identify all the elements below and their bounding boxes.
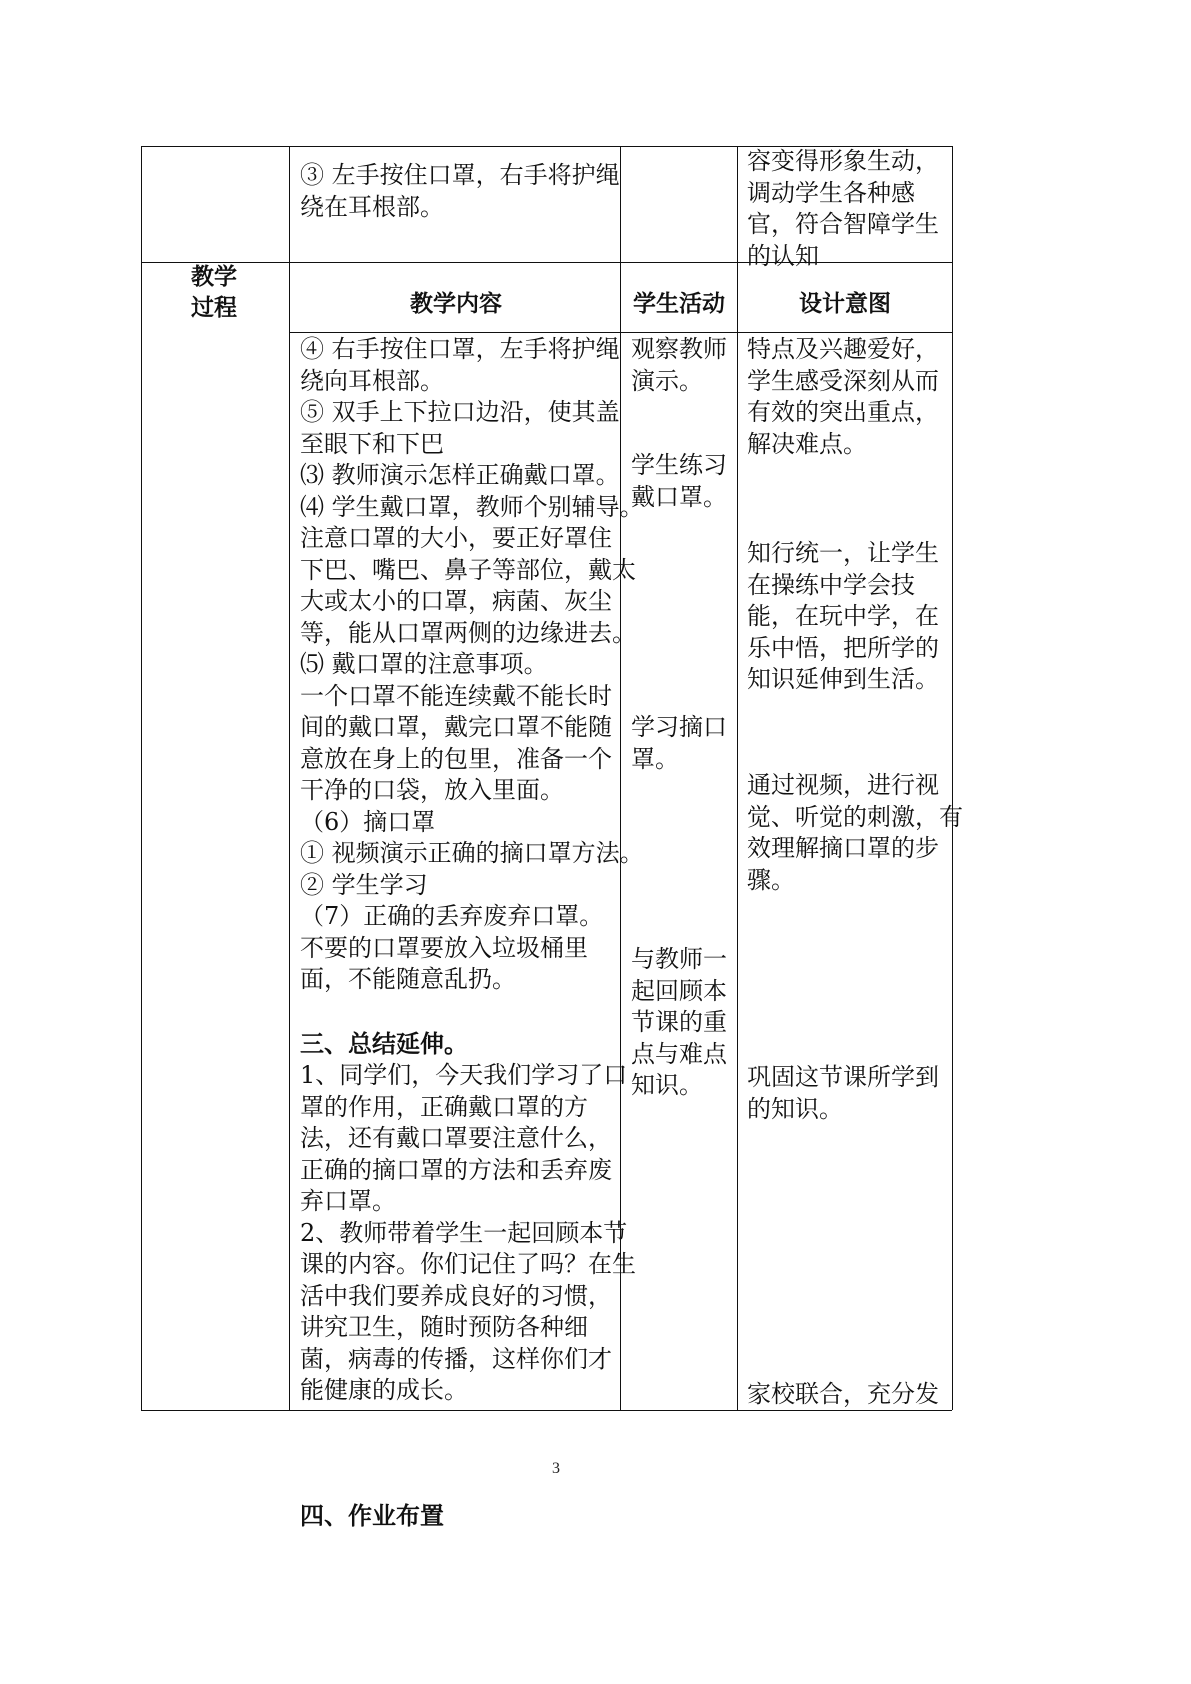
student-activity-observe bbox=[631, 334, 727, 397]
design-intent-2 bbox=[747, 538, 939, 696]
text-line: 1、同学们，今天我们学习了口 bbox=[300, 1061, 628, 1089]
design-intent-1 bbox=[747, 334, 939, 460]
text-line: 法，还有戴口罩要注意什么， bbox=[300, 1124, 612, 1152]
text-line: 觉、听觉的刺激，有 bbox=[747, 802, 963, 831]
student-activity-practice bbox=[631, 450, 727, 513]
text-line: 点与难点 bbox=[631, 1039, 727, 1068]
blank-line bbox=[300, 1407, 644, 1439]
text-line: 的知识。 bbox=[747, 1094, 843, 1123]
text-line: 间的戴口罩，戴完口罩不能随 bbox=[300, 713, 612, 741]
text-line: 注意口罩的大小，要正好罩住 bbox=[300, 524, 612, 552]
design-intent-5 bbox=[747, 1379, 939, 1411]
text-line: 知识延伸到生活。 bbox=[747, 665, 939, 693]
text-line: 知行统一，让学生 bbox=[747, 539, 939, 567]
text-line: 家校联合，充分发 bbox=[747, 1380, 939, 1408]
text-line: 弃口罩。 bbox=[300, 1187, 396, 1215]
text-line: 罩。 bbox=[631, 744, 679, 773]
text-line: 观察教师 bbox=[631, 335, 727, 363]
text-line: ⑷ 学生戴口罩，教师个别辅导。 bbox=[300, 492, 644, 521]
blank-line bbox=[300, 996, 644, 1029]
text-line: 一个口罩不能连续戴不能长时 bbox=[300, 681, 612, 710]
text-line: ③ 左手按住口罩，右手将护绳 bbox=[300, 161, 620, 189]
text-line: ① 视频演示正确的摘口罩方法。 bbox=[300, 839, 644, 867]
text-line: 活中我们要养成良好的习惯， bbox=[300, 1281, 612, 1310]
text-line: 学生感受深刻从而 bbox=[747, 366, 939, 395]
col-divider-3 bbox=[737, 146, 738, 1410]
text-line: 不要的口罩要放入垃圾桶里 bbox=[300, 933, 588, 962]
table-left-border bbox=[141, 146, 142, 1410]
text-line: 绕在耳根部。 bbox=[300, 192, 444, 221]
top-row-intent bbox=[747, 146, 939, 272]
text-line: 骤。 bbox=[747, 865, 795, 894]
column-header-activity: 学生活动 bbox=[633, 291, 725, 317]
text-line: 效理解摘口罩的步 bbox=[747, 834, 939, 862]
text-line: 至眼下和下巴 bbox=[300, 429, 444, 458]
text-line: 在操练中学会技 bbox=[747, 570, 915, 599]
text-line: 学习摘口 bbox=[631, 713, 727, 741]
text-line: 大或太小的口罩，病菌、灰尘 bbox=[300, 587, 612, 615]
text-line: 起回顾本 bbox=[631, 976, 727, 1005]
text-line: 绕向耳根部。 bbox=[300, 366, 444, 395]
section-label-line-1: 教学 bbox=[191, 264, 237, 290]
student-activity-review bbox=[631, 944, 727, 1102]
text-line: 乐中悟，把所学的 bbox=[747, 633, 939, 662]
text-line: ② 学生学习 bbox=[300, 870, 428, 899]
section-heading: 三、总结延伸。 bbox=[300, 1029, 468, 1058]
text-line: ⑤ 双手上下拉口边沿，使其盖 bbox=[300, 398, 620, 426]
text-line: 知识。 bbox=[631, 1071, 703, 1099]
text-line: ④ 右手按住口罩，左手将护绳 bbox=[300, 335, 620, 363]
text-line: 巩固这节课所学到 bbox=[747, 1063, 939, 1091]
text-line: （7）正确的丢弃废弃口罩。 bbox=[300, 902, 604, 930]
text-line: 戴口罩。 bbox=[631, 482, 727, 511]
teaching-content bbox=[300, 334, 644, 1533]
text-line: 等，能从口罩两侧的边缘进去。 bbox=[300, 618, 636, 647]
text-line: 的认知 bbox=[747, 241, 819, 270]
text-line: ⑶ 教师演示怎样正确戴口罩。 bbox=[300, 461, 620, 489]
text-line: 特点及兴趣爱好， bbox=[747, 335, 939, 363]
text-line: 面，不能随意乱扔。 bbox=[300, 965, 516, 993]
text-line: 与教师一 bbox=[631, 945, 727, 973]
text-line: 菌，病毒的传播，这样你们才 bbox=[300, 1344, 612, 1373]
blank-line bbox=[300, 1438, 644, 1470]
column-header-intent: 设计意图 bbox=[799, 291, 891, 317]
text-line: 调动学生各种感 bbox=[747, 178, 915, 207]
text-line: 意放在身上的包里，准备一个 bbox=[300, 744, 612, 773]
text-line: 正确的摘口罩的方法和丢弃废 bbox=[300, 1155, 612, 1184]
text-line: 干净的口袋，放入里面。 bbox=[300, 776, 564, 804]
design-intent-4 bbox=[747, 1062, 939, 1125]
text-line: 学生练习 bbox=[631, 451, 727, 479]
section-label-line-2: 过程 bbox=[191, 295, 237, 321]
design-intent-3 bbox=[747, 770, 963, 896]
text-line: 下巴、嘴巴、鼻子等部位，戴太 bbox=[300, 555, 636, 584]
text-line: （6）摘口罩 bbox=[300, 807, 436, 836]
column-header-content: 教学内容 bbox=[410, 291, 502, 317]
col-divider-1 bbox=[289, 146, 290, 1410]
student-activity-remove bbox=[631, 712, 727, 775]
text-line: 官，符合智障学生 bbox=[747, 210, 939, 238]
text-line: 解决难点。 bbox=[747, 429, 867, 458]
text-line: 讲究卫生，随时预防各种细 bbox=[300, 1313, 588, 1341]
section-label bbox=[191, 262, 237, 324]
blank-line bbox=[300, 1470, 644, 1502]
text-line: 演示。 bbox=[631, 366, 703, 395]
text-line: 能健康的成长。 bbox=[300, 1376, 468, 1404]
text-line: 有效的突出重点， bbox=[747, 398, 939, 426]
text-line: 罩的作用，正确戴口罩的方 bbox=[300, 1092, 588, 1121]
section-heading: 四、作业布置 bbox=[300, 1502, 444, 1530]
text-line: 通过视频，进行视 bbox=[747, 771, 939, 799]
page-number: 3 bbox=[552, 1460, 560, 1477]
text-line: 容变得形象生动， bbox=[747, 147, 939, 175]
text-line: 节课的重 bbox=[631, 1008, 727, 1036]
text-line: 能，在玩中学，在 bbox=[747, 602, 939, 630]
text-line: ⑸ 戴口罩的注意事项。 bbox=[300, 650, 548, 678]
text-line: 2、教师带着学生一起回顾本节 bbox=[300, 1218, 628, 1247]
top-row-content bbox=[300, 160, 620, 223]
text-line: 课的内容。你们记住了吗？在生 bbox=[300, 1250, 636, 1278]
